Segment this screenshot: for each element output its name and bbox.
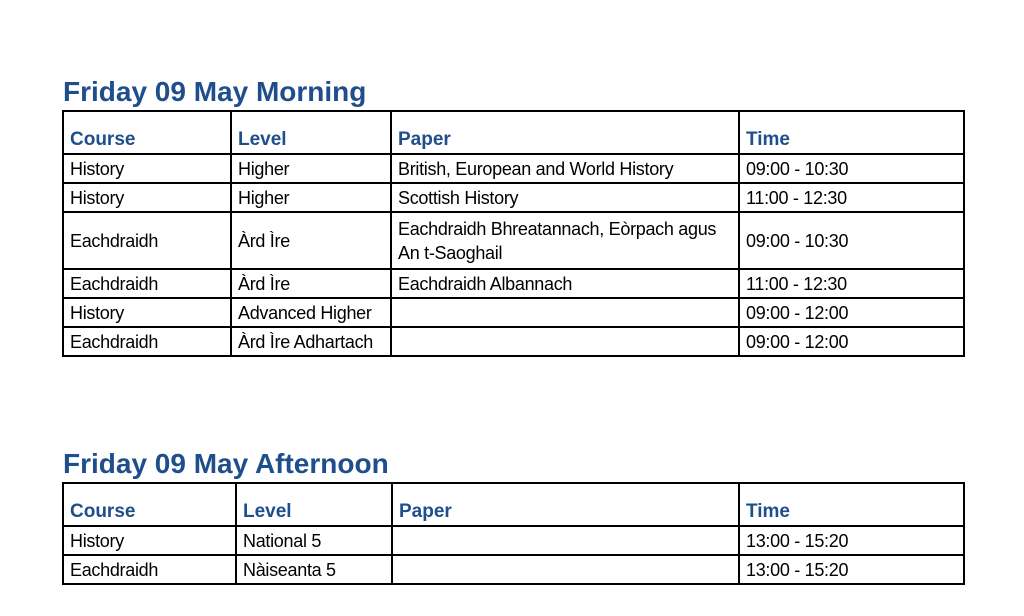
column-header-course: Course	[63, 483, 236, 526]
cell-level: Àrd Ìre	[231, 212, 391, 269]
cell-time: 09:00 - 10:30	[739, 154, 964, 183]
table-row	[63, 212, 964, 269]
table-row	[63, 269, 964, 298]
table-row	[63, 526, 964, 555]
cell-course: History	[63, 298, 231, 327]
table-row	[63, 183, 964, 212]
cell-time: 13:00 - 15:20	[739, 526, 964, 555]
column-header-level: Level	[231, 111, 391, 154]
column-header-time: Time	[739, 483, 964, 526]
cell-time: 11:00 - 12:30	[739, 269, 964, 298]
cell-time: 09:00 - 12:00	[739, 327, 964, 356]
cell-time: 11:00 - 12:30	[739, 183, 964, 212]
exam-table-morning	[62, 110, 965, 357]
column-header-paper: Paper	[391, 111, 739, 154]
column-header-course: Course	[63, 111, 231, 154]
table-header-row	[63, 111, 964, 154]
table-row	[63, 327, 964, 356]
cell-paper: Scottish History	[391, 183, 739, 212]
cell-paper: British, European and World History	[391, 154, 739, 183]
cell-course: Eachdraidh	[63, 212, 231, 269]
cell-paper: Eachdraidh Bhreatannach, Eòrpach agus An t-Saoghail	[391, 212, 739, 269]
cell-level: National 5	[236, 526, 392, 555]
cell-level: Àrd Ìre	[231, 269, 391, 298]
cell-paper	[392, 555, 739, 584]
exam-table-afternoon	[62, 482, 965, 585]
cell-level: Nàiseanta 5	[236, 555, 392, 584]
cell-level: Higher	[231, 154, 391, 183]
cell-paper	[392, 526, 739, 555]
table-row	[63, 555, 964, 584]
cell-course: Eachdraidh	[63, 555, 236, 584]
section-title-morning: Friday 09 May Morning	[63, 76, 367, 107]
cell-level: Higher	[231, 183, 391, 212]
cell-time: 09:00 - 10:30	[739, 212, 964, 269]
cell-level: Àrd Ìre Adhartach	[231, 327, 391, 356]
column-header-paper: Paper	[392, 483, 739, 526]
cell-paper	[391, 298, 739, 327]
cell-paper: Eachdraidh Albannach	[391, 269, 739, 298]
column-header-time: Time	[739, 111, 964, 154]
table-row	[63, 298, 964, 327]
cell-course: Eachdraidh	[63, 269, 231, 298]
cell-time: 09:00 - 12:00	[739, 298, 964, 327]
table-header-row	[63, 483, 964, 526]
cell-time: 13:00 - 15:20	[739, 555, 964, 584]
cell-course: History	[63, 526, 236, 555]
column-header-level: Level	[236, 483, 392, 526]
cell-level: Advanced Higher	[231, 298, 391, 327]
table-row	[63, 154, 964, 183]
section-title-afternoon: Friday 09 May Afternoon	[63, 448, 389, 479]
cell-course: History	[63, 154, 231, 183]
cell-course: History	[63, 183, 231, 212]
cell-paper	[391, 327, 739, 356]
cell-course: Eachdraidh	[63, 327, 231, 356]
